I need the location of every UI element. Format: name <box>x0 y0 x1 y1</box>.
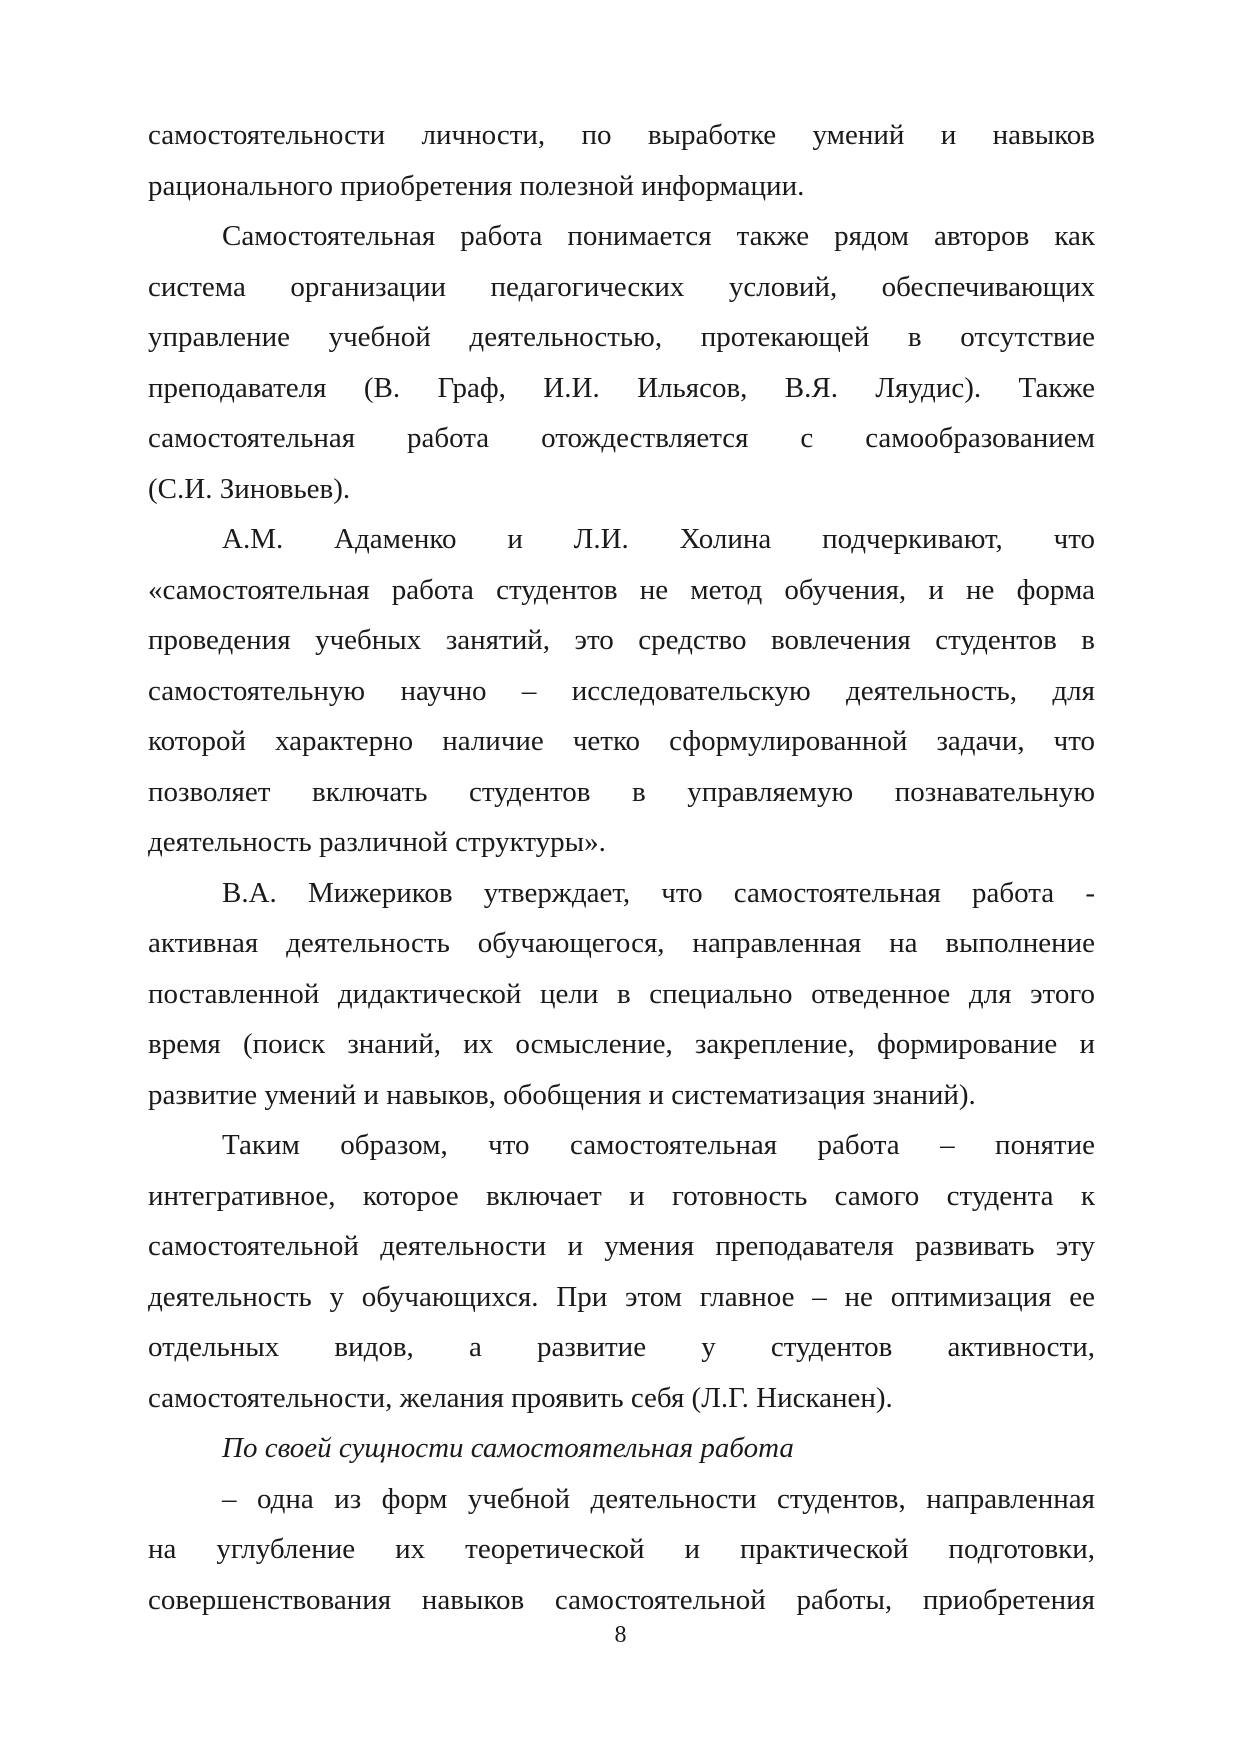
text-line: самостоятельности личности, по выработке умений и навыков <box>148 119 1095 151</box>
text-line: развитие умений и навыков, обобщения и систематизация знаний). <box>148 1078 976 1111</box>
text-line: совершенствования навыков самостоятельной работы, приобретения <box>148 1583 1095 1616</box>
text-line: самостоятельной деятельности и умения преподавателя развивать эту <box>148 1230 1095 1262</box>
paragraph-first-line: Самостоятельная работа понимается также рядом авторов как <box>222 220 1095 252</box>
text-line: которой характерно наличие четко сформулированной задачи, что <box>148 725 1095 757</box>
text-line: самостоятельную научно – исследовательскую деятельность, для <box>148 674 1095 707</box>
text-line: «самостоятельная работа студентов не метод обучения, и не форма <box>148 573 1095 606</box>
page-number: 8 <box>614 1622 627 1648</box>
text-line: отдельных видов, а развитие у студентов активности, <box>148 1331 1095 1363</box>
text-line: (С.И. Зиновьев). <box>148 472 351 505</box>
text-line: самостоятельная работа отождествляется с самообразованием <box>148 422 1095 454</box>
text-line: деятельность различной структуры». <box>148 826 606 858</box>
text-line: деятельность у обучающихся. При этом главное – не оптимизация ее <box>148 1280 1095 1313</box>
paragraph-first-line: А.М. Адаменко и Л.И. Холина подчеркивают, что <box>222 523 1095 555</box>
paragraph-first-line: Таким образом, что самостоятельная работа – понятие <box>222 1129 1095 1161</box>
text-line: рационального приобретения полезной информации. <box>148 169 805 202</box>
text-line: поставленной дидактической цели в специально отведенное для этого <box>148 977 1095 1010</box>
document-page <box>148 110 1095 1625</box>
italic-heading-line: По своей сущности самостоятельная работа <box>222 1432 794 1464</box>
text-line: время (поиск знаний, их осмысление, закрепление, формирование и <box>148 1028 1095 1060</box>
text-line: интегративное, которое включает и готовность самого студента к <box>148 1179 1095 1212</box>
text-line: на углубление их теоретической и практической подготовки, <box>148 1533 1095 1565</box>
text-line: проведения учебных занятий, это средство вовлечения студентов в <box>148 624 1095 656</box>
text-line: самостоятельности, желания проявить себя (Л.Г. Нисканен). <box>148 1381 893 1414</box>
text-line: активная деятельность обучающегося, направленная на выполнение <box>148 927 1095 959</box>
paragraph-first-line: В.А. Мижериков утверждает, что самостоятельная работа - <box>222 876 1095 909</box>
text-line: управление учебной деятельностью, протекающей в отсутствие <box>148 321 1095 353</box>
text-line: система организации педагогических условий, обеспечивающих <box>148 270 1095 303</box>
paragraph-first-line: – одна из форм учебной деятельности студентов, направленная <box>222 1482 1095 1515</box>
text-line: позволяет включать студентов в управляемую познавательную <box>148 775 1095 808</box>
text-line: преподавателя (В. Граф, И.И. Ильясов, В.Я. Ляудис). Также <box>148 371 1095 404</box>
